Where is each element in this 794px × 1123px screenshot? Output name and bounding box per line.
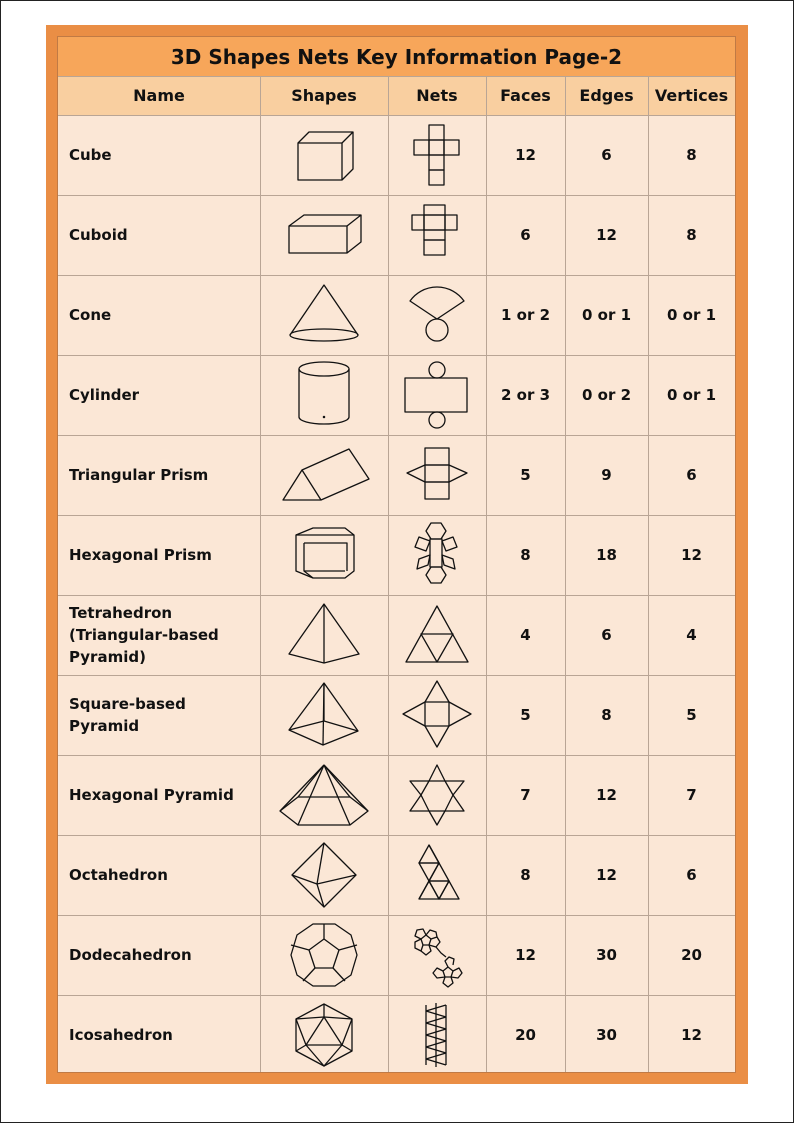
edges-value: 0 or 2 xyxy=(581,386,632,404)
nets-table xyxy=(57,36,736,1073)
header-name: Name xyxy=(133,86,185,105)
faces-value: 4 xyxy=(520,626,531,644)
cone-shape xyxy=(260,275,388,355)
table-row xyxy=(58,195,735,275)
shape-name: Triangular Prism xyxy=(69,466,209,484)
faces-value: 12 xyxy=(515,146,536,164)
faces-value: 2 or 3 xyxy=(500,386,551,404)
header-nets: Nets xyxy=(416,86,458,105)
edges-value: 0 or 1 xyxy=(581,306,632,324)
shape-name: Hexagonal Pyramid xyxy=(69,786,234,804)
edges-value: 12 xyxy=(596,866,617,884)
edges-value: 8 xyxy=(601,706,612,724)
faces-value: 8 xyxy=(520,866,531,884)
table-row xyxy=(58,995,735,1075)
edges-value: 9 xyxy=(601,466,612,484)
cylinder-net xyxy=(388,355,486,435)
faces-value: 12 xyxy=(515,946,536,964)
vertices-value: 8 xyxy=(686,226,697,244)
faces-value: 8 xyxy=(520,546,531,564)
vertices-value: 6 xyxy=(686,466,697,484)
edges-value: 30 xyxy=(596,1026,617,1044)
cuboid-net xyxy=(388,195,486,275)
triangular-prism-net xyxy=(388,435,486,515)
shape-name-line: Pyramid) xyxy=(69,648,146,666)
edges-value: 30 xyxy=(596,946,617,964)
shape-name xyxy=(69,595,259,675)
header-edges: Edges xyxy=(579,86,634,105)
cube-shape xyxy=(260,115,388,195)
cylinder-shape xyxy=(260,355,388,435)
edges-value: 6 xyxy=(601,626,612,644)
octahedron-shape xyxy=(260,835,388,915)
table-row xyxy=(58,435,735,515)
hexagonal-prism-shape xyxy=(260,515,388,595)
shape-name: Cylinder xyxy=(69,386,140,404)
cuboid-shape xyxy=(260,195,388,275)
edges-value: 12 xyxy=(596,226,617,244)
vertices-value: 0 or 1 xyxy=(666,306,717,324)
tetrahedron-net xyxy=(388,595,486,675)
icosahedron-net xyxy=(388,995,486,1075)
square-based-pyramid-net xyxy=(388,675,486,755)
faces-value: 6 xyxy=(520,226,531,244)
shape-name: Cube xyxy=(69,146,112,164)
faces-value: 5 xyxy=(520,466,531,484)
vertices-value: 12 xyxy=(681,1026,702,1044)
shape-name: Square-based Pyramid xyxy=(69,695,186,735)
faces-value: 7 xyxy=(520,786,531,804)
vertices-value: 6 xyxy=(686,866,697,884)
dodecahedron-net xyxy=(388,915,486,995)
vertices-value: 5 xyxy=(686,706,697,724)
edges-value: 12 xyxy=(596,786,617,804)
shape-name: Dodecahedron xyxy=(69,946,192,964)
table-row xyxy=(58,275,735,355)
edges-value: 18 xyxy=(596,546,617,564)
faces-value: 20 xyxy=(515,1026,536,1044)
shape-name: Octahedron xyxy=(69,866,168,884)
table-row xyxy=(58,595,735,675)
table-row xyxy=(58,115,735,195)
shape-name: Hexagonal Prism xyxy=(69,546,212,564)
table-row xyxy=(58,835,735,915)
triangular-prism-shape xyxy=(260,435,388,515)
cube-net xyxy=(388,115,486,195)
table-row xyxy=(58,355,735,435)
vertices-value: 8 xyxy=(686,146,697,164)
vertices-value: 20 xyxy=(681,946,702,964)
table-row xyxy=(58,675,735,755)
shape-name: Cone xyxy=(69,306,112,324)
square-based-pyramid-shape xyxy=(260,675,388,755)
page-title: 3D Shapes Nets Key Information Page-2 xyxy=(58,37,735,76)
shape-name: Icosahedron xyxy=(69,1026,173,1044)
vertices-value: 4 xyxy=(686,626,697,644)
shape-name: Cuboid xyxy=(69,226,128,244)
vertices-value: 0 or 1 xyxy=(666,386,717,404)
edges-value: 6 xyxy=(601,146,612,164)
dodecahedron-shape xyxy=(260,915,388,995)
hexagonal-pyramid-shape xyxy=(260,755,388,835)
faces-value: 5 xyxy=(520,706,531,724)
icosahedron-shape xyxy=(260,995,388,1075)
shape-name-line: (Triangular-based xyxy=(69,626,219,644)
table-row xyxy=(58,515,735,595)
hexagonal-pyramid-net xyxy=(388,755,486,835)
shape-name-line: Tetrahedron xyxy=(69,604,173,622)
header-faces: Faces xyxy=(500,86,551,105)
octahedron-net xyxy=(388,835,486,915)
grid-line xyxy=(58,76,735,77)
table-row xyxy=(58,755,735,835)
hexagonal-prism-net xyxy=(388,515,486,595)
tetrahedron-shape xyxy=(260,595,388,675)
table-header xyxy=(58,76,735,115)
vertices-value: 12 xyxy=(681,546,702,564)
header-shapes: Shapes xyxy=(291,86,357,105)
table-row xyxy=(58,915,735,995)
header-vertices: Vertices xyxy=(654,86,729,105)
vertices-value: 7 xyxy=(686,786,697,804)
cone-net xyxy=(388,275,486,355)
faces-value: 1 or 2 xyxy=(500,306,551,324)
